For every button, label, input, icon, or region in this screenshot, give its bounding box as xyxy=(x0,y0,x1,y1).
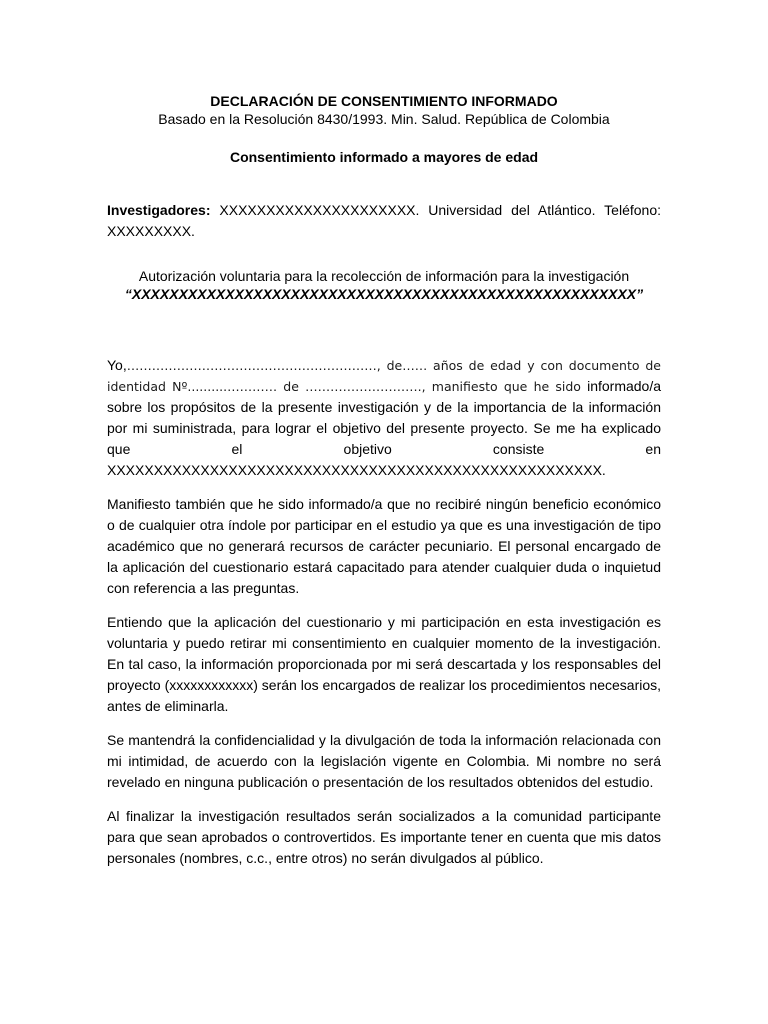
declaration-part-4: informado/a sobre los propósitos de la presente investigación y de la importancia de la información por mi suministrada, para lograr el objetivo del presente proyecto. Se me ha explicado que el objetivo consiste en XXXXXXXXXXXXXXXXXXXXXXXXXXXXXXXXXXXXXXXXXXXXXXXXXXXXX. xyxy=(107,378,662,478)
paragraph-benefits: Manifiesto también que he sido informado/a que no recibiré ningún beneficio económico o de cualquier otra índole por participar en el estudio ya que es una investigación de tipo académico que no generará recursos de carácter pecuniario. El personal encargado de la aplicación del cuestionario estará capacitado para atender cualquier duda o inquietud con referencia a las preguntas. xyxy=(107,496,661,596)
investigators-block xyxy=(107,200,661,242)
investigators-text: XXXXXXXXXXXXXXXXXXXXX. Universidad del Atlántico. Teléfono: XXXXXXXXX. xyxy=(107,202,661,239)
declaration-part-3: ..........………… de ………………………., manifiesto que he sido xyxy=(187,379,581,394)
paragraph-confidentiality: Se mantendrá la confidencialidad y la divulgación de toda la información relacionada con mi intimidad, de acuerdo con la legislación vigente en Colombia. Mi nombre no será revelado en ninguna publicación o presentación de los resultados obtenidos del estudio. xyxy=(107,732,661,790)
document-title: DECLARACIÓN DE CONSENTIMIENTO INFORMADO xyxy=(210,93,558,109)
investigators-label: Investigadores: xyxy=(107,202,211,218)
document-subtitle: Basado en la Resolución 8430/1993. Min. Salud. República de Colombia xyxy=(158,111,610,127)
paragraph-results: Al finalizar la investigación resultados serán socializados a la comunidad participante para que sean aprobados o controvertidos. Es importante tener en cuenta que mis datos personales (nombres, c.c., entre otros) no serán divulgados al público. xyxy=(107,808,661,866)
declaration-part-2: ……………………………………………………, de…… años de edad y con documento de identidad Nº xyxy=(107,358,661,394)
consent-document xyxy=(107,92,661,882)
declaration-part-1: Yo, xyxy=(107,357,127,373)
section-title: Consentimiento informado a mayores de edad xyxy=(229,149,539,165)
paragraph-voluntary: Entiendo que la aplicación del cuestionario y mi participación en esta investigación es voluntaria y puedo retirar mi consentimiento en cualquier momento de la investigación. En tal caso, la información proporcionada por mi será descartada y los responsables del proyecto (xxxxxxxxxxxx) serán los encargados de realizar los procedimientos necesarios, antes de eliminarla. xyxy=(107,614,662,714)
study-title: “XXXXXXXXXXXXXXXXXXXXXXXXXXXXXXXXXXXXXXXXXXXXXXXXXXXXXX” xyxy=(124,286,644,302)
declaration-paragraph xyxy=(107,355,661,481)
authorization-block xyxy=(107,267,661,303)
authorization-text: Autorización voluntaria para la recolección de información para la investigación xyxy=(138,268,630,284)
